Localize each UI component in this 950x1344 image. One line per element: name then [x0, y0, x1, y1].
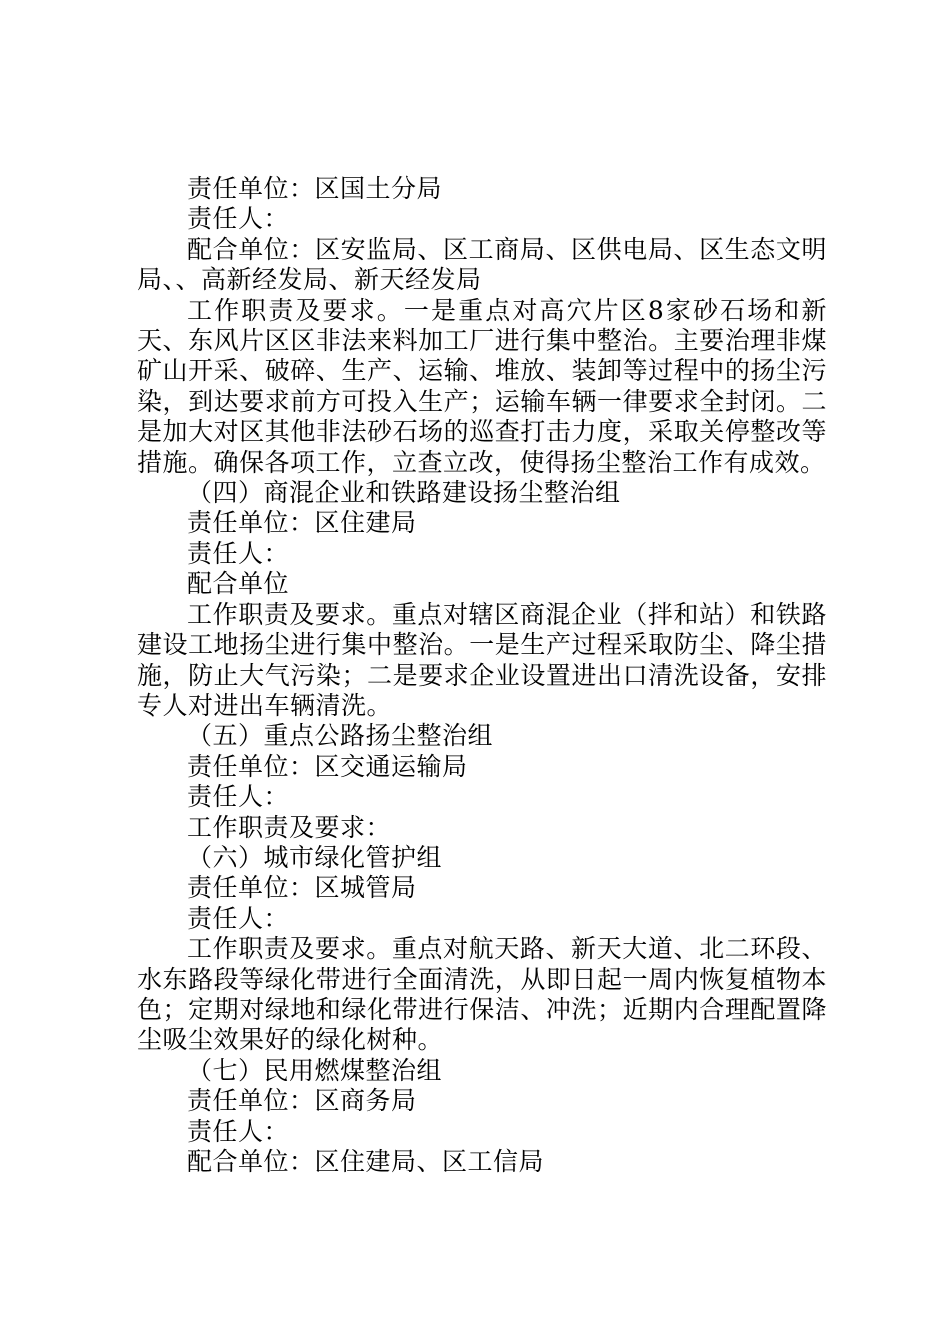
responsible-person-commerce: 责任人： [187, 1116, 290, 1146]
responsible-person-transport: 责任人： [187, 782, 290, 812]
document-body [137, 174, 827, 1177]
cooperating-units-commerce: 配合单位：区住建局、区工信局 [187, 1147, 545, 1176]
responsible-unit-commerce: 责任单位：区商务局 [187, 1086, 417, 1116]
cooperating-units-land: 配合单位：区安监局、区工商局、区供电局、区生态文明局、、高新经发局、新天经发局 [137, 234, 827, 295]
duties-transport: 工作职责及要求： [187, 812, 392, 842]
responsible-unit-land: 责任单位：区国土分局 [187, 174, 443, 203]
cooperating-units-housing: 配合单位 [187, 569, 290, 599]
section-heading-6: （六）城市绿化管护组 [187, 842, 443, 872]
duties-housing: 工作职责及要求。重点对辖区商混企业（拌和站）和铁路建设工地扬尘进行集中整治。一是生产过程采取防尘、降尘措施，防止大气污染；二是要求企业设置进出口清洗设备，安排专人对进出车辆清洗。 [137, 599, 827, 720]
duties-land: 工作职责及要求。一是重点对高穴片区8家砂石场和新天、东风片区区非法来料加工厂进行集中整治。主要治理非煤矿山开采、破碎、生产、运输、堆放、装卸等过程中的扬尘污染，到达要求前方可投入生产；运输车辆一律要求全封闭。二是加大对区其他非法砂石场的巡查打击力度，采取关停整改等措施。确保各项工作，立查立改，使得扬尘整治工作有成效。 [137, 295, 827, 477]
responsible-person-housing: 责任人： [187, 538, 290, 568]
responsible-person-land: 责任人： [187, 204, 290, 234]
responsible-unit-housing: 责任单位：区住建局 [187, 508, 417, 538]
responsible-unit-transport: 责任单位：区交通运输局 [187, 751, 468, 781]
duties-urban: 工作职责及要求。重点对航天路、新天大道、北二环段、水东路段等绿化带进行全面清洗，从即日起一周内恢复植物本色；定期对绿地和绿化带进行保洁、冲洗；近期内合理配置降尘吸尘效果好的绿化树种。 [137, 934, 827, 1055]
responsible-person-urban: 责任人： [187, 903, 290, 933]
section-heading-7: （七）民用燃煤整治组 [187, 1055, 443, 1085]
section-heading-5: （五）重点公路扬尘整治组 [187, 721, 494, 751]
responsible-unit-urban: 责任单位：区城管局 [187, 873, 417, 903]
section-heading-4: （四）商混企业和铁路建设扬尘整治组 [187, 478, 621, 508]
